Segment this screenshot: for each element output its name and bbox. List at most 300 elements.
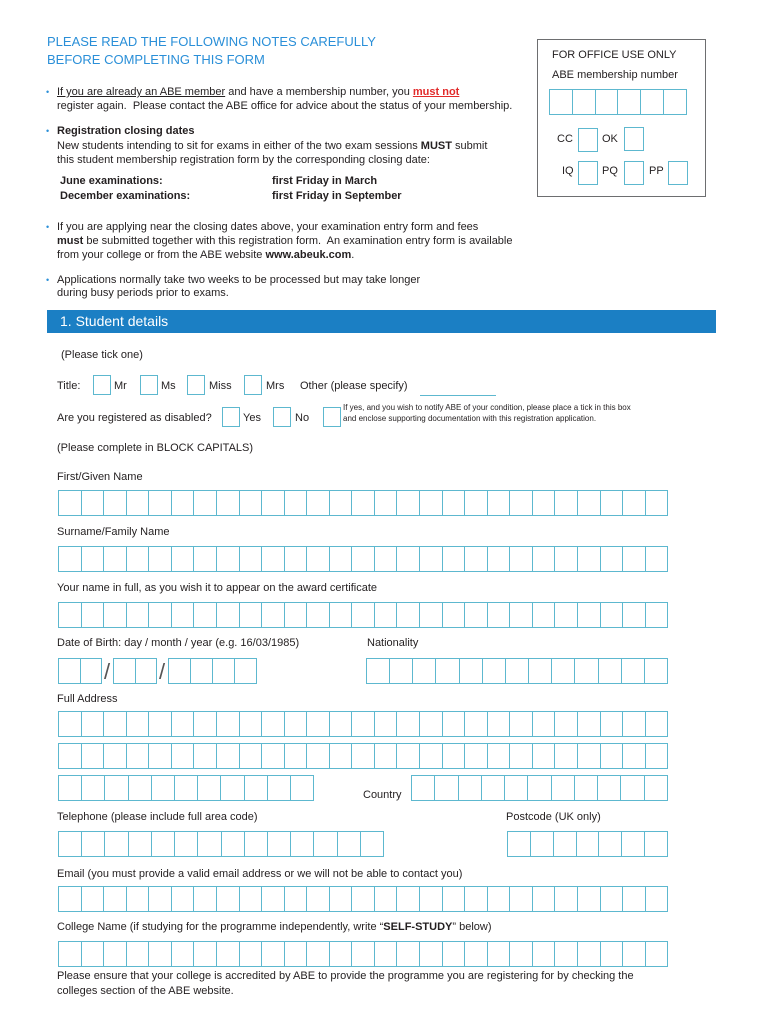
address-line1-char-box[interactable]: [577, 711, 601, 737]
surname-char-box[interactable]: [284, 546, 308, 572]
first-name-char-box[interactable]: [239, 490, 263, 516]
membership-number-char-box[interactable]: [663, 89, 687, 115]
surname-char-box[interactable]: [600, 546, 624, 572]
country-char-box[interactable]: [527, 775, 551, 801]
address-line3-char-box[interactable]: [174, 775, 198, 801]
surname-char-box[interactable]: [577, 546, 601, 572]
email-char-box[interactable]: [284, 886, 308, 912]
dob-day-box[interactable]: [58, 658, 81, 684]
disabled-no-checkbox[interactable]: [273, 407, 291, 427]
dob-month-box[interactable]: [135, 658, 158, 684]
full-name-char-box[interactable]: [126, 602, 150, 628]
address-line1-char-box[interactable]: [464, 711, 488, 737]
first-name-char-box[interactable]: [532, 490, 556, 516]
existing-member-middle: and have a membership number, you: [225, 86, 413, 98]
first-name-char-box[interactable]: [284, 490, 308, 516]
full-name-char-box[interactable]: [577, 602, 601, 628]
address-line1-char-box[interactable]: [487, 711, 511, 737]
college-char-box[interactable]: [126, 941, 150, 967]
college-char-box[interactable]: [216, 941, 240, 967]
email-char-box[interactable]: [622, 886, 646, 912]
nationality-char-box[interactable]: [482, 658, 506, 684]
disabled-yes-label: Yes: [243, 412, 261, 424]
postcode-char-box[interactable]: [644, 831, 668, 857]
nationality-char-box[interactable]: [644, 658, 668, 684]
address-line1-char-box[interactable]: [329, 711, 353, 737]
surname-char-box[interactable]: [239, 546, 263, 572]
surname-char-box[interactable]: [126, 546, 150, 572]
first-name-char-box[interactable]: [351, 490, 375, 516]
title-miss-checkbox[interactable]: [187, 375, 205, 395]
closing-dates-line1-start: New students intending to sit for exams in either of the two exam sessions: [57, 140, 421, 152]
first-name-char-box[interactable]: [193, 490, 217, 516]
address-line2-char-box[interactable]: [464, 743, 488, 769]
title-mrs-label: Mrs: [266, 380, 285, 392]
surname-char-box[interactable]: [216, 546, 240, 572]
full-name-char-box[interactable]: [622, 602, 646, 628]
address-line1-char-box[interactable]: [306, 711, 330, 737]
full-name-char-box[interactable]: [487, 602, 511, 628]
college-char-box[interactable]: [442, 941, 466, 967]
email-char-box[interactable]: [374, 886, 398, 912]
address-line3-char-box[interactable]: [197, 775, 221, 801]
college-char-box[interactable]: [600, 941, 624, 967]
nationality-char-box[interactable]: [459, 658, 483, 684]
surname-char-box[interactable]: [351, 546, 375, 572]
email-char-box[interactable]: [396, 886, 420, 912]
college-char-box[interactable]: [396, 941, 420, 967]
dob-day-boxes: [58, 658, 102, 684]
college-char-box[interactable]: [532, 941, 556, 967]
address-line2-char-box[interactable]: [126, 743, 150, 769]
nationality-char-box[interactable]: [389, 658, 413, 684]
address-line3-char-box[interactable]: [104, 775, 128, 801]
college-char-box[interactable]: [148, 941, 172, 967]
address-line2-char-box[interactable]: [600, 743, 624, 769]
address-line1-char-box[interactable]: [419, 711, 443, 737]
membership-number-boxes: [549, 89, 687, 115]
closing-dates-title: Registration closing dates: [57, 125, 195, 137]
full-name-char-box[interactable]: [261, 602, 285, 628]
email-char-box[interactable]: [329, 886, 353, 912]
surname-char-box[interactable]: [374, 546, 398, 572]
membership-number-char-box[interactable]: [572, 89, 596, 115]
dob-year-box[interactable]: [168, 658, 191, 684]
disabled-yes-checkbox[interactable]: [222, 407, 240, 427]
address-line2-char-box[interactable]: [148, 743, 172, 769]
full-name-char-box[interactable]: [600, 602, 624, 628]
email-char-box[interactable]: [464, 886, 488, 912]
address-line1-char-box[interactable]: [81, 711, 105, 737]
email-char-box[interactable]: [239, 886, 263, 912]
first-name-char-box[interactable]: [216, 490, 240, 516]
first-name-char-box[interactable]: [419, 490, 443, 516]
address-line1-char-box[interactable]: [103, 711, 127, 737]
postcode-label: Postcode (UK only): [506, 811, 601, 823]
nationality-char-box[interactable]: [366, 658, 390, 684]
membership-number-char-box[interactable]: [617, 89, 641, 115]
first-name-char-box[interactable]: [81, 490, 105, 516]
address-line1-char-box[interactable]: [442, 711, 466, 737]
address-line2-char-box[interactable]: [622, 743, 646, 769]
country-char-box[interactable]: [574, 775, 598, 801]
address-line3-char-box[interactable]: [128, 775, 152, 801]
full-name-char-box[interactable]: [554, 602, 578, 628]
late-application-line1: If you are applying near the closing dates above, your examination entry form and fees: [57, 221, 479, 233]
surname-char-box[interactable]: [442, 546, 466, 572]
email-char-box[interactable]: [577, 886, 601, 912]
office-code-pp-box[interactable]: [668, 161, 688, 185]
email-char-box[interactable]: [532, 886, 556, 912]
surname-char-box[interactable]: [396, 546, 420, 572]
surname-char-box[interactable]: [193, 546, 217, 572]
address-line2-char-box[interactable]: [239, 743, 263, 769]
email-char-box[interactable]: [351, 886, 375, 912]
email-char-box[interactable]: [306, 886, 330, 912]
first-name-char-box[interactable]: [464, 490, 488, 516]
address-line1-char-box[interactable]: [600, 711, 624, 737]
telephone-char-box[interactable]: [197, 831, 221, 857]
telephone-char-box[interactable]: [58, 831, 82, 857]
first-name-char-box[interactable]: [306, 490, 330, 516]
full-name-char-box[interactable]: [239, 602, 263, 628]
surname-char-box[interactable]: [554, 546, 578, 572]
first-name-char-box[interactable]: [148, 490, 172, 516]
address-line2-char-box[interactable]: [509, 743, 533, 769]
college-char-box[interactable]: [509, 941, 533, 967]
full-name-char-box[interactable]: [148, 602, 172, 628]
address-line1-char-box[interactable]: [374, 711, 398, 737]
country-char-box[interactable]: [434, 775, 458, 801]
address-line2-char-box[interactable]: [554, 743, 578, 769]
email-char-box[interactable]: [81, 886, 105, 912]
surname-char-box[interactable]: [532, 546, 556, 572]
email-char-box[interactable]: [261, 886, 285, 912]
address-line2-char-box[interactable]: [306, 743, 330, 769]
surname-char-box[interactable]: [306, 546, 330, 572]
office-code-iq-label: IQ: [562, 165, 574, 177]
address-line1-char-box[interactable]: [645, 711, 669, 737]
college-char-box[interactable]: [419, 941, 443, 967]
surname-char-box[interactable]: [464, 546, 488, 572]
email-char-box[interactable]: [487, 886, 511, 912]
full-name-char-box[interactable]: [464, 602, 488, 628]
address-line2-char-box[interactable]: [419, 743, 443, 769]
nationality-char-box[interactable]: [505, 658, 529, 684]
telephone-char-box[interactable]: [337, 831, 361, 857]
email-char-box[interactable]: [58, 886, 82, 912]
address-line3-char-box[interactable]: [58, 775, 82, 801]
late-application-line2-rest: be submitted together with this registration form. An examination entry form is available: [83, 235, 513, 247]
email-char-box[interactable]: [148, 886, 172, 912]
full-name-char-box[interactable]: [58, 602, 82, 628]
address-line1-char-box[interactable]: [532, 711, 556, 737]
surname-char-box[interactable]: [622, 546, 646, 572]
address-line1-char-box[interactable]: [216, 711, 240, 737]
country-char-box[interactable]: [620, 775, 644, 801]
office-code-iq-box[interactable]: [578, 161, 598, 185]
address-line2-char-box[interactable]: [216, 743, 240, 769]
late-application-line3: [57, 248, 354, 262]
first-name-char-box[interactable]: [509, 490, 533, 516]
full-name-char-box[interactable]: [81, 602, 105, 628]
college-char-box[interactable]: [193, 941, 217, 967]
full-name-char-box[interactable]: [532, 602, 556, 628]
first-name-char-box[interactable]: [126, 490, 150, 516]
college-char-box[interactable]: [464, 941, 488, 967]
surname-char-box[interactable]: [261, 546, 285, 572]
address-line2-char-box[interactable]: [645, 743, 669, 769]
full-name-char-box[interactable]: [193, 602, 217, 628]
first-name-char-box[interactable]: [600, 490, 624, 516]
email-char-box[interactable]: [645, 886, 669, 912]
title-label: Title:: [57, 380, 81, 392]
first-name-char-box[interactable]: [622, 490, 646, 516]
email-char-box[interactable]: [600, 886, 624, 912]
college-char-box[interactable]: [58, 941, 82, 967]
postcode-char-box[interactable]: [598, 831, 622, 857]
address-line2-char-box[interactable]: [442, 743, 466, 769]
dob-label: Date of Birth: day / month / year (e.g. 16/03/1985): [57, 637, 300, 649]
surname-char-box[interactable]: [329, 546, 353, 572]
full-name-char-box[interactable]: [103, 602, 127, 628]
deadline-session-june: June examinations:: [60, 175, 163, 187]
first-name-char-box[interactable]: [261, 490, 285, 516]
first-name-char-box[interactable]: [442, 490, 466, 516]
address-line1-char-box[interactable]: [509, 711, 533, 737]
closing-dates-line2: this student membership registration form by the corresponding closing date:: [57, 154, 430, 166]
country-char-box[interactable]: [411, 775, 435, 801]
college-char-box[interactable]: [554, 941, 578, 967]
college-char-box[interactable]: [374, 941, 398, 967]
title-other-label: Other (please specify): [300, 380, 408, 392]
address-line2-char-box[interactable]: [532, 743, 556, 769]
email-char-box[interactable]: [509, 886, 533, 912]
nationality-char-box[interactable]: [412, 658, 436, 684]
first-name-char-box[interactable]: [103, 490, 127, 516]
full-name-char-box[interactable]: [216, 602, 240, 628]
country-char-box[interactable]: [551, 775, 575, 801]
full-name-char-box[interactable]: [442, 602, 466, 628]
membership-number-char-box[interactable]: [595, 89, 619, 115]
dob-year-box[interactable]: [190, 658, 213, 684]
college-char-box[interactable]: [577, 941, 601, 967]
first-name-char-box[interactable]: [171, 490, 195, 516]
address-line2-char-box[interactable]: [577, 743, 601, 769]
address-line1-char-box[interactable]: [148, 711, 172, 737]
surname-char-box[interactable]: [58, 546, 82, 572]
surname-char-box[interactable]: [148, 546, 172, 572]
title-mr-checkbox[interactable]: [93, 375, 111, 395]
title-other-input[interactable]: [420, 380, 496, 396]
address-line1-char-box[interactable]: [58, 711, 82, 737]
address-line2-char-box[interactable]: [58, 743, 82, 769]
tick-hint: (Please tick one): [61, 349, 143, 361]
email-char-box[interactable]: [103, 886, 127, 912]
existing-member-line1: [57, 85, 459, 99]
country-char-box[interactable]: [458, 775, 482, 801]
address-line3-char-box[interactable]: [244, 775, 268, 801]
office-code-ok-box[interactable]: [624, 127, 644, 151]
address-line1-char-box[interactable]: [239, 711, 263, 737]
full-name-char-box[interactable]: [419, 602, 443, 628]
address-line3-char-box[interactable]: [290, 775, 314, 801]
email-char-box[interactable]: [419, 886, 443, 912]
email-char-box[interactable]: [171, 886, 195, 912]
dob-day-box[interactable]: [80, 658, 103, 684]
email-boxes: [58, 886, 668, 912]
nationality-char-box[interactable]: [435, 658, 459, 684]
surname-char-box[interactable]: [509, 546, 533, 572]
nationality-char-box[interactable]: [621, 658, 645, 684]
disability-notify-checkbox[interactable]: [323, 407, 341, 427]
telephone-char-box[interactable]: [221, 831, 245, 857]
college-char-box[interactable]: [81, 941, 105, 967]
address-line2-char-box[interactable]: [103, 743, 127, 769]
full-name-char-box[interactable]: [396, 602, 420, 628]
dob-year-boxes: [168, 658, 257, 684]
telephone-char-box[interactable]: [360, 831, 384, 857]
address-line1-char-box[interactable]: [554, 711, 578, 737]
address-line1-char-box[interactable]: [284, 711, 308, 737]
first-name-char-box[interactable]: [374, 490, 398, 516]
address-line2-char-box[interactable]: [351, 743, 375, 769]
postcode-char-box[interactable]: [530, 831, 554, 857]
title-mrs-checkbox[interactable]: [244, 375, 262, 395]
telephone-char-box[interactable]: [104, 831, 128, 857]
telephone-char-box[interactable]: [81, 831, 105, 857]
first-name-char-box[interactable]: [396, 490, 420, 516]
address-line2-char-box[interactable]: [487, 743, 511, 769]
surname-boxes: [58, 546, 668, 572]
full-name-char-box[interactable]: [171, 602, 195, 628]
address-line1-char-box[interactable]: [193, 711, 217, 737]
college-char-box[interactable]: [103, 941, 127, 967]
college-char-box[interactable]: [239, 941, 263, 967]
membership-number-char-box[interactable]: [640, 89, 664, 115]
telephone-char-box[interactable]: [244, 831, 268, 857]
dob-year-box[interactable]: [212, 658, 235, 684]
surname-char-box[interactable]: [419, 546, 443, 572]
email-char-box[interactable]: [442, 886, 466, 912]
address-line2-char-box[interactable]: [374, 743, 398, 769]
full-name-char-box[interactable]: [284, 602, 308, 628]
address-line2-boxes: [58, 743, 668, 769]
first-name-char-box[interactable]: [645, 490, 669, 516]
surname-char-box[interactable]: [103, 546, 127, 572]
college-char-box[interactable]: [261, 941, 285, 967]
address-line1-char-box[interactable]: [126, 711, 150, 737]
address-line1-char-box[interactable]: [171, 711, 195, 737]
full-name-char-box[interactable]: [306, 602, 330, 628]
telephone-char-box[interactable]: [290, 831, 314, 857]
college-char-box[interactable]: [284, 941, 308, 967]
nationality-char-box[interactable]: [598, 658, 622, 684]
address-line3-char-box[interactable]: [151, 775, 175, 801]
address-line2-char-box[interactable]: [193, 743, 217, 769]
telephone-char-box[interactable]: [128, 831, 152, 857]
surname-char-box[interactable]: [81, 546, 105, 572]
email-char-box[interactable]: [126, 886, 150, 912]
email-char-box[interactable]: [554, 886, 578, 912]
first-name-char-box[interactable]: [329, 490, 353, 516]
address-line1-char-box[interactable]: [351, 711, 375, 737]
college-char-box[interactable]: [645, 941, 669, 967]
full-name-char-box[interactable]: [509, 602, 533, 628]
telephone-char-box[interactable]: [267, 831, 291, 857]
address-line2-char-box[interactable]: [329, 743, 353, 769]
telephone-char-box[interactable]: [313, 831, 337, 857]
postcode-char-box[interactable]: [553, 831, 577, 857]
first-name-char-box[interactable]: [577, 490, 601, 516]
address-line1-char-box[interactable]: [261, 711, 285, 737]
address-line1-char-box[interactable]: [396, 711, 420, 737]
postcode-char-box[interactable]: [507, 831, 531, 857]
college-char-box[interactable]: [306, 941, 330, 967]
address-line3-char-box[interactable]: [81, 775, 105, 801]
nationality-char-box[interactable]: [528, 658, 552, 684]
first-name-char-box[interactable]: [487, 490, 511, 516]
address-line3-char-box[interactable]: [220, 775, 244, 801]
address-line2-char-box[interactable]: [81, 743, 105, 769]
first-name-char-box[interactable]: [554, 490, 578, 516]
email-char-box[interactable]: [193, 886, 217, 912]
address-line2-char-box[interactable]: [171, 743, 195, 769]
college-char-box[interactable]: [487, 941, 511, 967]
postcode-char-box[interactable]: [576, 831, 600, 857]
address-line2-char-box[interactable]: [284, 743, 308, 769]
address-line3-char-box[interactable]: [267, 775, 291, 801]
postcode-char-box[interactable]: [621, 831, 645, 857]
full-name-char-box[interactable]: [351, 602, 375, 628]
title-ms-checkbox[interactable]: [140, 375, 158, 395]
abe-website-link[interactable]: www.abeuk.com: [265, 249, 352, 261]
membership-number-char-box[interactable]: [549, 89, 573, 115]
first-name-char-box[interactable]: [58, 490, 82, 516]
college-char-box[interactable]: [171, 941, 195, 967]
country-char-box[interactable]: [504, 775, 528, 801]
dob-separator: /: [159, 659, 166, 684]
college-char-box[interactable]: [329, 941, 353, 967]
college-char-box[interactable]: [622, 941, 646, 967]
telephone-char-box[interactable]: [174, 831, 198, 857]
dob-year-box[interactable]: [234, 658, 257, 684]
nationality-char-box[interactable]: [551, 658, 575, 684]
email-char-box[interactable]: [216, 886, 240, 912]
surname-char-box[interactable]: [645, 546, 669, 572]
full-name-char-box[interactable]: [645, 602, 669, 628]
disabled-no-label: No: [295, 412, 310, 424]
nationality-char-box[interactable]: [574, 658, 598, 684]
address-line2-char-box[interactable]: [261, 743, 285, 769]
surname-char-box[interactable]: [487, 546, 511, 572]
telephone-char-box[interactable]: [151, 831, 175, 857]
address-line2-char-box[interactable]: [396, 743, 420, 769]
office-code-pp-label: PP: [649, 165, 664, 177]
full-name-char-box[interactable]: [374, 602, 398, 628]
office-code-ok-label: OK: [602, 133, 618, 145]
full-name-char-box[interactable]: [329, 602, 353, 628]
country-char-box[interactable]: [481, 775, 505, 801]
college-char-box[interactable]: [351, 941, 375, 967]
office-code-cc-box[interactable]: [578, 128, 598, 152]
country-char-box[interactable]: [597, 775, 621, 801]
office-code-pq-box[interactable]: [624, 161, 644, 185]
address-line1-char-box[interactable]: [622, 711, 646, 737]
surname-char-box[interactable]: [171, 546, 195, 572]
country-char-box[interactable]: [644, 775, 668, 801]
dob-month-box[interactable]: [113, 658, 136, 684]
